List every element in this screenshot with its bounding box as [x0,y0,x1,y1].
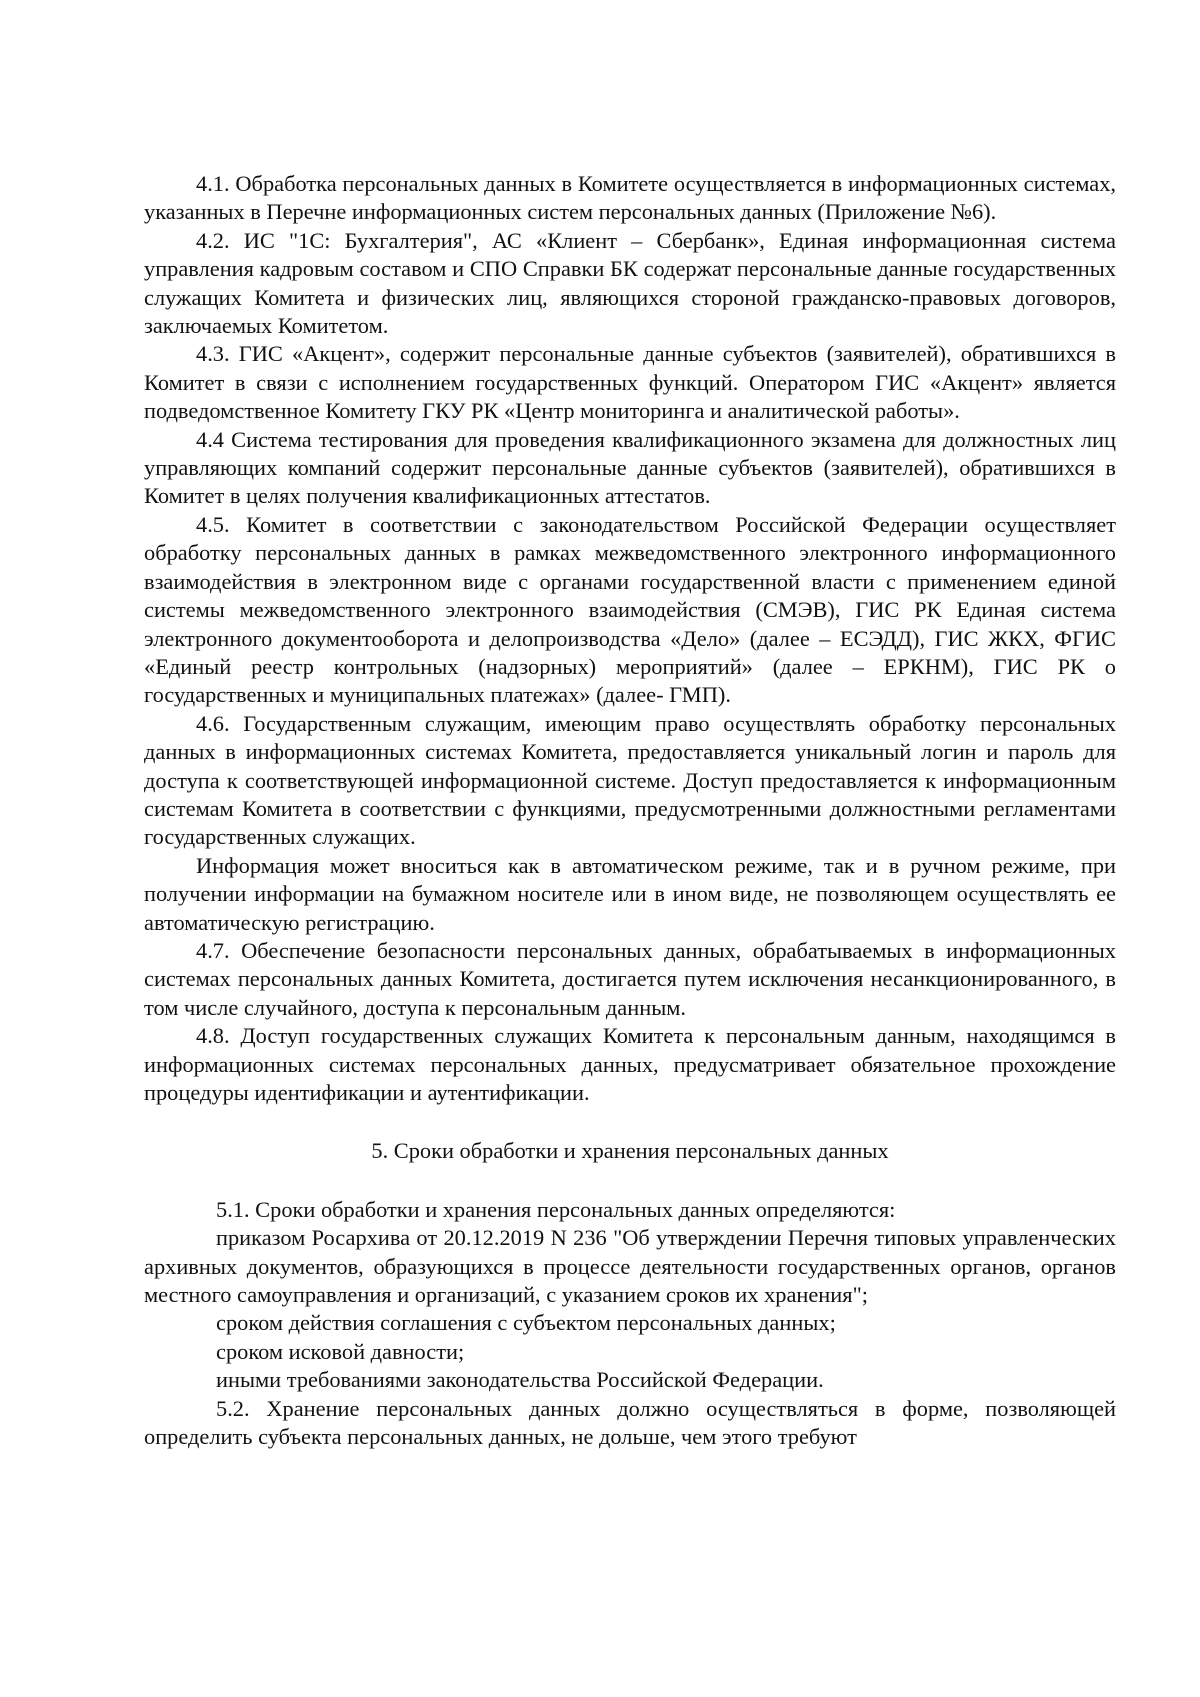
paragraph-4-3: 4.3. ГИС «Акцент», содержит персональные данные субъектов (заявителей), обратившихся в Комитет в связи с исполнением государственных функций. Оператором ГИС «Акцент» является подведомственное Комитету ГКУ РК «Центр мониторинга и аналитической работы». [144,341,1116,424]
paragraph-4-2: 4.2. ИС "1С: Бухгалтерия", АС «Клиент – Сбербанк», Единая информационная система управления кадровым составом и СПО Справки БК содержат персональные данные государственных служащих Комитета и физических лиц, являющихся стороной гражданско-правовых договоров, заключаемых Комитетом. [144,227,1116,339]
section-title-5: 5. Сроки обработки и хранения персональных данных [371,1138,889,1164]
document-body [144,170,1116,1451]
paragraph-rosarkhiv-order: приказом Росархива от 20.12.2019 N 236 "Об утверждении Перечня типовых управленческих архивных документов, образующихся в процессе деятельности государственных органов, органов местного самоуправления и организаций, с указанием сроков их хранения"; [144,1225,1116,1308]
paragraph-4-1: 4.1. Обработка персональных данных в Комитете осуществляется в информационных системах, указанных в Перечне информационных систем персональных данных (Приложение №6). [144,171,1116,225]
paragraph-information-input: Информация может вноситься как в автоматическом режиме, так и в ручном режиме, при получении информации на бумажном носителе или в ином виде, не позволяющем осуществлять ее автоматическую регистрацию. [144,852,1116,935]
paragraph-4-5: 4.5. Комитет в соответствии с законодательством Российской Федерации осуществляет обработку персональных данных в рамках межведомственного электронного информационного взаимодействия в электронном виде с органами государственной власти с применением единой системы межведомственного электронного взаимодействия (СМЭВ), ГИС РК Единая система электронного документооборота и делопроизводства «Дело» (далее – ЕСЭДД), ГИС ЖКХ, ФГИС «Единый реестр контрольных (надзорных) мероприятий» (далее – ЕРКНМ), ГИС РК о государственных и муниципальных платежах» (далее- ГМП). [144,511,1116,708]
paragraph-4-4: 4.4 Система тестирования для проведения квалификационного экзамена для должностных лиц управляющих компаний содержит персональные данные субъектов (заявителей), обратившихся в Комитет в целях получения квалификационных аттестатов. [144,426,1116,509]
list-item-agreement-term: сроком действия соглашения с субъектом персональных данных; [216,1310,836,1336]
paragraph-5-2: 5.2. Хранение персональных данных должно осуществляться в форме, позволяющей определить субъекта персональных данных, не дольше, чем этого требуют [144,1395,1116,1450]
paragraph-4-7: 4.7. Обеспечение безопасности персональных данных, обрабатываемых в информационных системах персональных данных Комитета, достигается путем исключения несанкционированного, в том числе случайного, доступа к персональным данным. [144,937,1116,1020]
paragraph-4-8: 4.8. Доступ государственных служащих Комитета к персональным данным, находящимся в информационных системах персональных данных, предусматривает обязательное прохождение процедуры идентификации и аутентификации. [144,1023,1116,1105]
list-item-limitation-period: сроком исковой давности; [216,1338,465,1364]
list-item-other-requirements: иными требованиями законодательства Российской Федерации. [216,1367,824,1393]
paragraph-4-6: 4.6. Государственным служащим, имеющим право осуществлять обработку персональных данных в информационных системах Комитета, предоставляется уникальный логин и пароль для доступа к соответствующей информационной системе. Доступ предоставляется к информационным системам Комитета в соответствии с функциями, предусмотренными должностными регламентами государственных служащих. [144,710,1116,850]
paragraph-5-1: 5.1. Сроки обработки и хранения персональных данных определяются: [216,1196,896,1222]
